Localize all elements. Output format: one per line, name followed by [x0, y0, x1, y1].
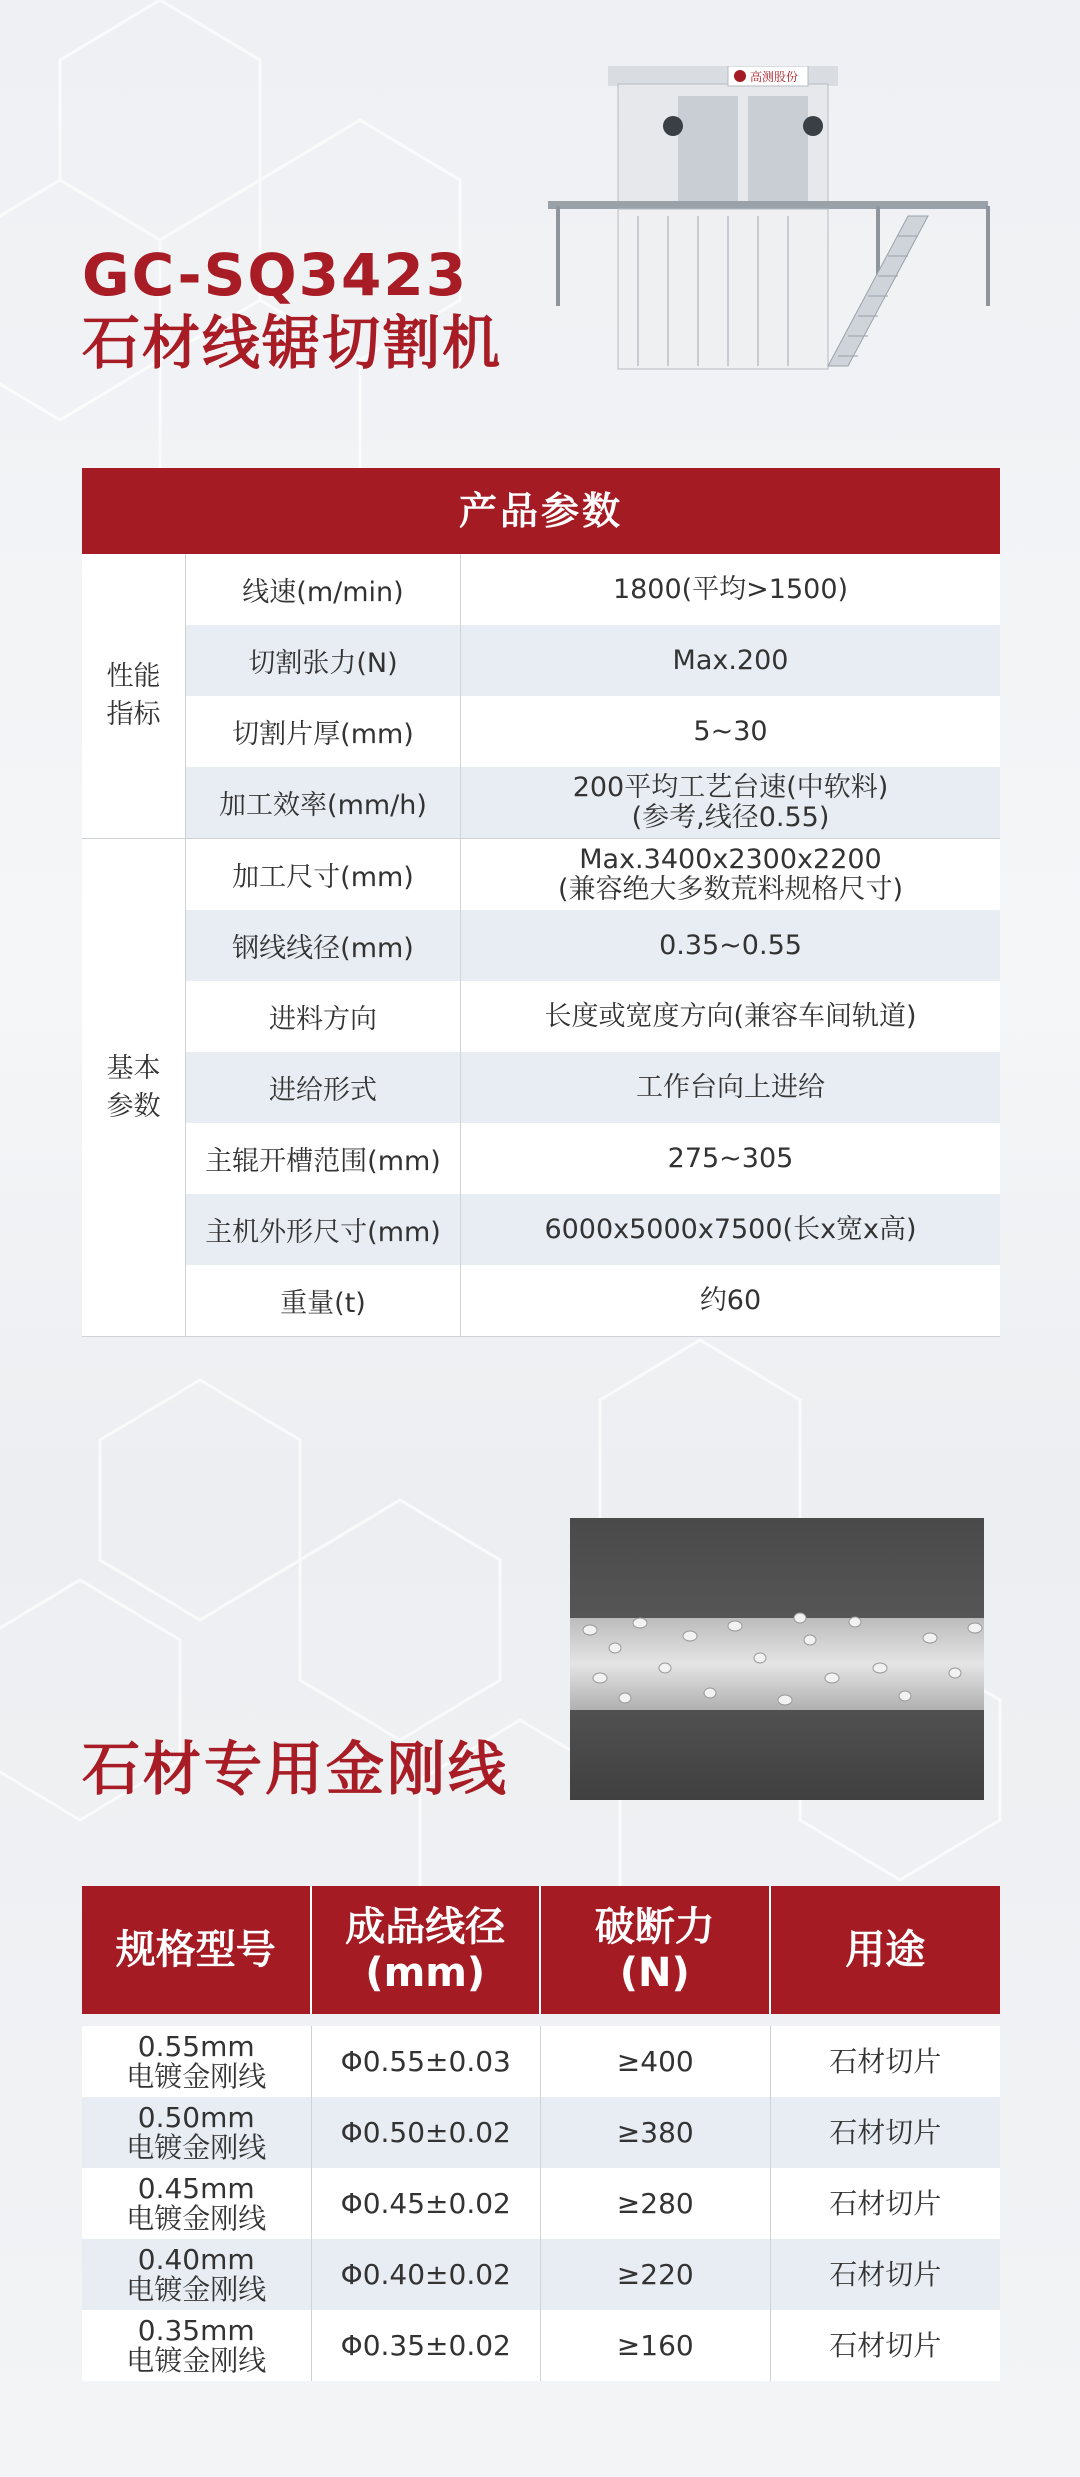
wire-cell-diameter: Φ0.50±0.02	[312, 2097, 542, 2168]
product-model: GC-SQ3423	[82, 241, 469, 309]
product-params-table	[82, 468, 1000, 1337]
params-value: Max.3400x2300x2200 (兼容绝大多数荒料规格尺寸)	[557, 843, 904, 905]
wire-cell-usage: 石材切片	[829, 2328, 942, 2362]
wire-table-row	[82, 2239, 1000, 2310]
wire-table-row	[82, 2168, 1000, 2239]
wire-cell-usage: 石材切片	[829, 2044, 942, 2078]
params-value: 1800(平均>1500)	[612, 573, 849, 605]
wire-cell-spec: 0.45mm 电镀金刚线	[82, 2168, 312, 2239]
params-row	[186, 1265, 1000, 1336]
wire-cell-breaking-force: ≥280	[541, 2168, 771, 2239]
wire-cell-spec: 0.55mm 电镀金刚线	[82, 2026, 312, 2097]
params-row	[186, 1052, 1000, 1123]
params-key: 重量(t)	[186, 1265, 461, 1336]
wire-cell-spec: 0.50mm 电镀金刚线	[82, 2097, 312, 2168]
params-row	[186, 1194, 1000, 1265]
params-row	[186, 839, 1000, 910]
params-group-performance	[82, 554, 1000, 839]
wire-cell-usage: 石材切片	[829, 2257, 942, 2291]
params-group-basic	[82, 839, 1000, 1337]
wire-cell-diameter: Φ0.35±0.02	[312, 2310, 542, 2381]
wire-table-header-row	[82, 1886, 1000, 2014]
params-key: 加工效率(mm/h)	[186, 767, 461, 838]
wire-cell-diameter: Φ0.45±0.02	[312, 2168, 542, 2239]
wire-table-row	[82, 2310, 1000, 2381]
wire-cell-breaking-force: ≥220	[541, 2239, 771, 2310]
wire-col-header: 破断力 (N)	[541, 1886, 771, 2014]
wire-cell-usage: 石材切片	[829, 2115, 942, 2149]
wire-col-header: 规格型号	[82, 1886, 312, 2014]
params-row	[186, 910, 1000, 981]
wire-saw-machine-image	[548, 66, 998, 396]
wire-table-row	[82, 2097, 1000, 2168]
params-value: 200平均工艺台速(中软料) (参考,线径0.55)	[572, 771, 889, 833]
wire-cell-breaking-force: ≥160	[541, 2310, 771, 2381]
params-table-header: 产品参数	[82, 468, 1000, 554]
params-value: 长度或宽度方向(兼容车间轨道)	[544, 1000, 917, 1032]
wire-table-row	[82, 2026, 1000, 2097]
wire-cell-diameter: Φ0.40±0.02	[312, 2239, 542, 2310]
wire-col-header: 成品线径 (mm)	[312, 1886, 542, 2014]
params-key: 钢线线径(mm)	[186, 910, 461, 981]
wire-cell-spec: 0.35mm 电镀金刚线	[82, 2310, 312, 2381]
wire-cell-breaking-force: ≥400	[541, 2026, 771, 2097]
wire-cell-usage: 石材切片	[829, 2186, 942, 2220]
params-key: 切割张力(N)	[186, 625, 461, 696]
params-value: 5~30	[693, 715, 768, 747]
params-value: 0.35~0.55	[659, 929, 802, 961]
params-key: 切割片厚(mm)	[186, 696, 461, 767]
wire-col-header: 用途	[771, 1886, 1001, 2014]
machine-logo-text: 高测股份	[750, 70, 799, 84]
params-row	[186, 696, 1000, 767]
params-value: Max.200	[672, 644, 789, 676]
params-row	[186, 1123, 1000, 1194]
diamond-wire-photo	[570, 1518, 984, 1800]
params-key: 线速(m/min)	[186, 554, 461, 625]
params-key: 主机外形尺寸(mm)	[186, 1194, 461, 1265]
params-group-label	[82, 554, 186, 838]
params-value: 工作台向上进给	[636, 1071, 825, 1103]
product-name: 石材线锯切割机	[82, 309, 503, 377]
params-key: 主辊开槽范围(mm)	[186, 1123, 461, 1194]
diamond-wire-title: 石材专用金刚线	[82, 1735, 510, 1803]
diamond-wire-table	[82, 1886, 1000, 2381]
params-key: 进给形式	[186, 1052, 461, 1123]
wire-cell-diameter: Φ0.55±0.03	[312, 2026, 542, 2097]
product-title-block	[82, 242, 502, 378]
params-value: 6000x5000x7500(长x宽x高)	[544, 1213, 917, 1245]
wire-cell-breaking-force: ≥380	[541, 2097, 771, 2168]
wire-cell-spec: 0.40mm 电镀金刚线	[82, 2239, 312, 2310]
params-row	[186, 554, 1000, 625]
params-group-label-text: 基本 参数	[106, 1052, 161, 1122]
params-key: 进料方向	[186, 981, 461, 1052]
params-row	[186, 981, 1000, 1052]
params-group-label	[82, 839, 186, 1336]
params-value: 275~305	[667, 1142, 794, 1174]
params-key: 加工尺寸(mm)	[186, 839, 461, 910]
params-row	[186, 625, 1000, 696]
params-value: 约60	[699, 1284, 762, 1316]
params-group-label-text: 性能 指标	[106, 661, 161, 730]
params-row	[186, 767, 1000, 838]
